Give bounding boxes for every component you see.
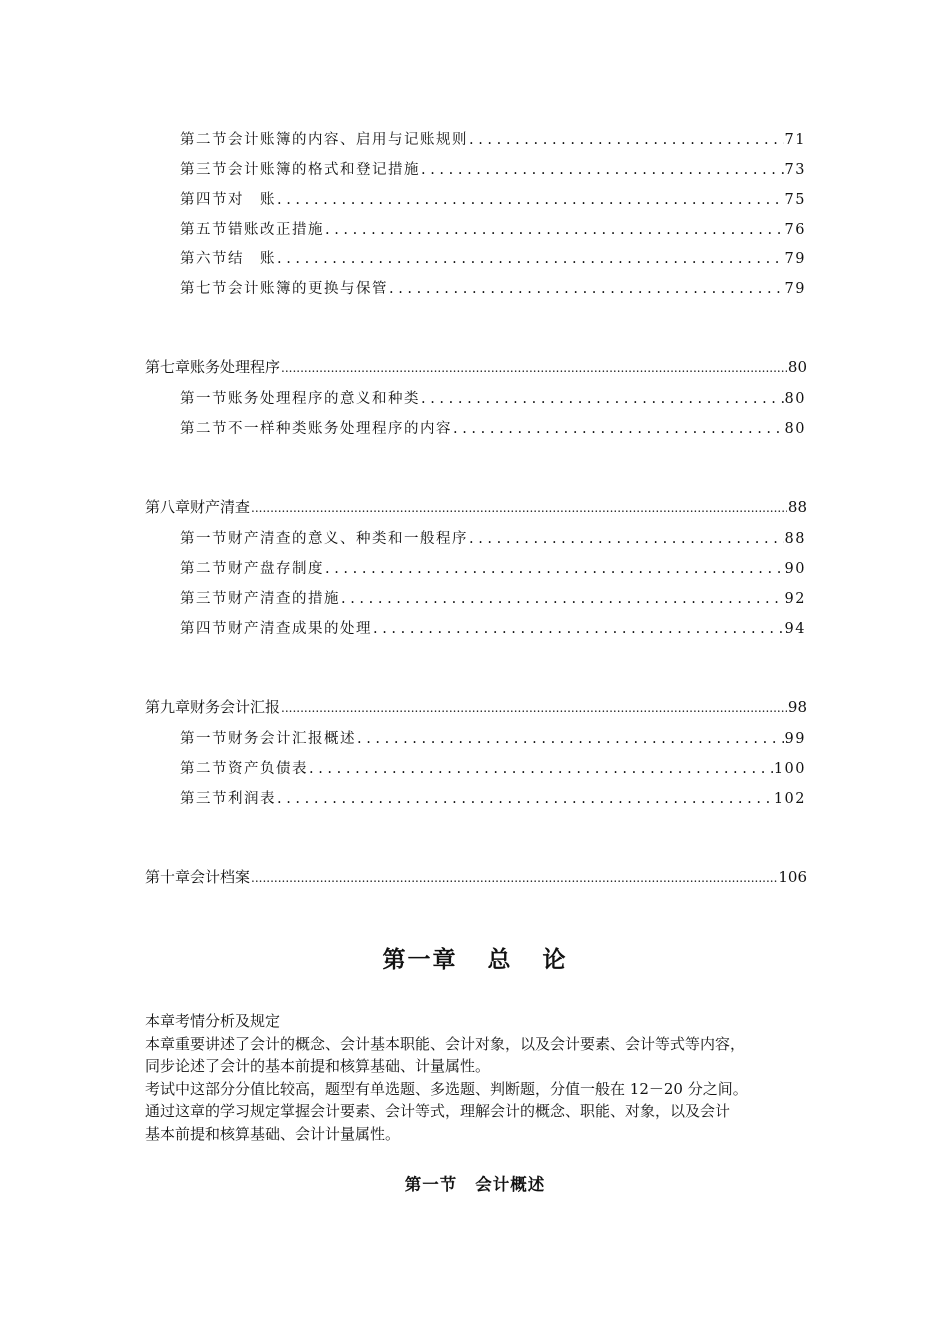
toc-page-number: 88 [787,498,807,516]
toc-entry[interactable] [180,417,806,438]
toc-page-number: 80 [787,358,807,376]
toc-leader-dots [389,281,784,297]
toc-leader-dots [281,358,787,376]
toc-page-number: 100 [773,761,806,777]
section-heading [0,1171,950,1195]
toc-chapter-title: 账务处理程序 [190,358,281,376]
toc-leader-dots [421,162,784,178]
toc-entry[interactable] [180,587,806,608]
toc-section-title: 财产盘存制度 [228,561,324,577]
toc-section-title: 不一样种类账务处理程序的内容 [228,421,452,437]
toc-chapter-entry[interactable] [145,866,807,887]
toc-section-label: 第一节 [180,391,228,407]
toc-section-title: 对 账 [228,192,276,208]
section-number: 第一节 [404,1175,458,1194]
toc-section-label: 第二节 [180,132,228,148]
toc-section-label: 第二节 [180,421,228,437]
toc-page-number: 92 [784,591,806,607]
toc-leader-dots [277,791,773,807]
toc-section-label: 第一节 [180,731,228,747]
toc-entry[interactable] [180,387,806,408]
intro-heading: 本章考情分析及规定 [145,1012,281,1030]
toc-chapter-entry[interactable] [145,696,807,717]
toc-section-label: 第三节 [180,791,228,807]
intro-paragraph-line: 考试中这部分分值比较高，题型有单选题、多选题、判断题，分值一般在 12－20 分之间。 [145,1079,748,1098]
toc-section-label: 第四节 [180,192,228,208]
toc-page-number: 71 [784,132,806,148]
toc-entry[interactable] [180,787,806,808]
toc-page-number: 80 [784,421,806,437]
toc-page-number: 99 [784,731,806,747]
toc-section-title: 资产负债表 [228,761,308,777]
toc-section-label: 第五节 [180,222,228,238]
toc-leader-dots [421,391,784,407]
toc-chapter-title: 财务会计汇报 [190,698,281,716]
toc-section-title: 错账改正措施 [228,222,324,238]
toc-leader-dots [281,698,787,716]
toc-leader-dots [325,561,784,577]
toc-section-title: 结 账 [228,251,276,267]
toc-entry[interactable] [180,218,806,239]
chapter-title-char: 总 [487,947,513,973]
toc-entry[interactable] [180,247,806,268]
toc-entry[interactable] [180,557,806,578]
intro-paragraph-line: 同步论述了会计的基本前提和核算基础、计量属性。 [145,1057,491,1075]
toc-entry[interactable] [180,757,806,778]
toc-entry[interactable] [180,188,806,209]
toc-section-title: 会计账簿的内容、启用与记账规则 [228,132,468,148]
toc-leader-dots [341,591,784,607]
toc-leader-dots [357,731,784,747]
toc-section-title: 财产清查成果的处理 [228,621,372,637]
toc-section-title: 会计账簿的更换与保管 [228,281,388,297]
section-title: 会计概述 [475,1175,546,1194]
toc-section-title: 财产清查的意义、种类和一般程序 [228,531,468,547]
chapter-intro [145,1010,820,1145]
toc-section-title: 账务处理程序的意义和种类 [228,391,420,407]
toc-section-label: 第四节 [180,621,228,637]
intro-paragraph-line: 通过这章的学习规定掌握会计要素、会计等式，理解会计的概念、职能、对象，以及会计 [145,1102,731,1120]
toc-entry[interactable] [180,527,806,548]
toc-chapter-label: 第十章 [145,868,191,886]
toc-page-number: 79 [784,251,806,267]
toc-section-label: 第三节 [180,162,228,178]
toc-leader-dots [453,421,784,437]
toc-leader-dots [469,531,784,547]
toc-entry[interactable] [180,617,806,638]
chapter-number: 第一章 [382,947,458,973]
toc-section-label: 第七节 [180,281,228,297]
toc-chapter-label: 第九章 [145,698,191,716]
toc-entry[interactable] [180,128,806,149]
toc-page-number: 80 [784,391,806,407]
toc-section-title: 财务会计汇报概述 [228,731,356,747]
toc-section-title: 财产清查的措施 [228,591,340,607]
chapter-title-char: 论 [542,947,568,973]
toc-leader-dots [277,192,784,208]
toc-entry[interactable] [180,277,806,298]
toc-leader-dots [325,222,784,238]
toc-entry[interactable] [180,158,806,179]
intro-paragraph-line: 本章重要讲述了会计的概念、会计基本职能、会计对象，以及会计要素、会计等式等内容， [145,1034,746,1053]
toc-section-label: 第二节 [180,761,228,777]
chapter-heading [0,941,950,974]
toc-section-title: 会计账簿的格式和登记措施 [228,162,420,178]
toc-leader-dots [251,868,777,886]
toc-page-number: 73 [784,162,806,178]
toc-page-number: 79 [784,281,806,297]
toc-leader-dots [251,498,787,516]
toc-page-number: 98 [787,698,807,716]
toc-section-label: 第三节 [180,591,228,607]
toc-page-number: 102 [773,791,806,807]
toc-page-number: 75 [784,192,806,208]
toc-leader-dots [373,621,784,637]
toc-page-number: 76 [784,222,806,238]
toc-leader-dots [309,761,773,777]
toc-chapter-label: 第八章 [145,498,191,516]
toc-page-number: 94 [784,621,806,637]
toc-chapter-title: 会计档案 [190,868,251,886]
toc-chapter-entry[interactable] [145,356,807,377]
toc-entry[interactable] [180,727,806,748]
toc-section-label: 第一节 [180,531,228,547]
toc-section-label: 第六节 [180,251,228,267]
toc-page-number: 90 [784,561,806,577]
toc-page-number: 106 [778,868,807,886]
toc-leader-dots [277,251,784,267]
toc-chapter-label: 第七章 [145,358,191,376]
toc-leader-dots [469,132,784,148]
toc-section-label: 第二节 [180,561,228,577]
toc-section-title: 利润表 [228,791,276,807]
intro-paragraph-line: 基本前提和核算基础、会计计量属性。 [145,1124,401,1143]
toc-page-number: 88 [784,531,806,547]
toc-chapter-title: 财产清查 [190,498,251,516]
toc-chapter-entry[interactable] [145,496,807,517]
